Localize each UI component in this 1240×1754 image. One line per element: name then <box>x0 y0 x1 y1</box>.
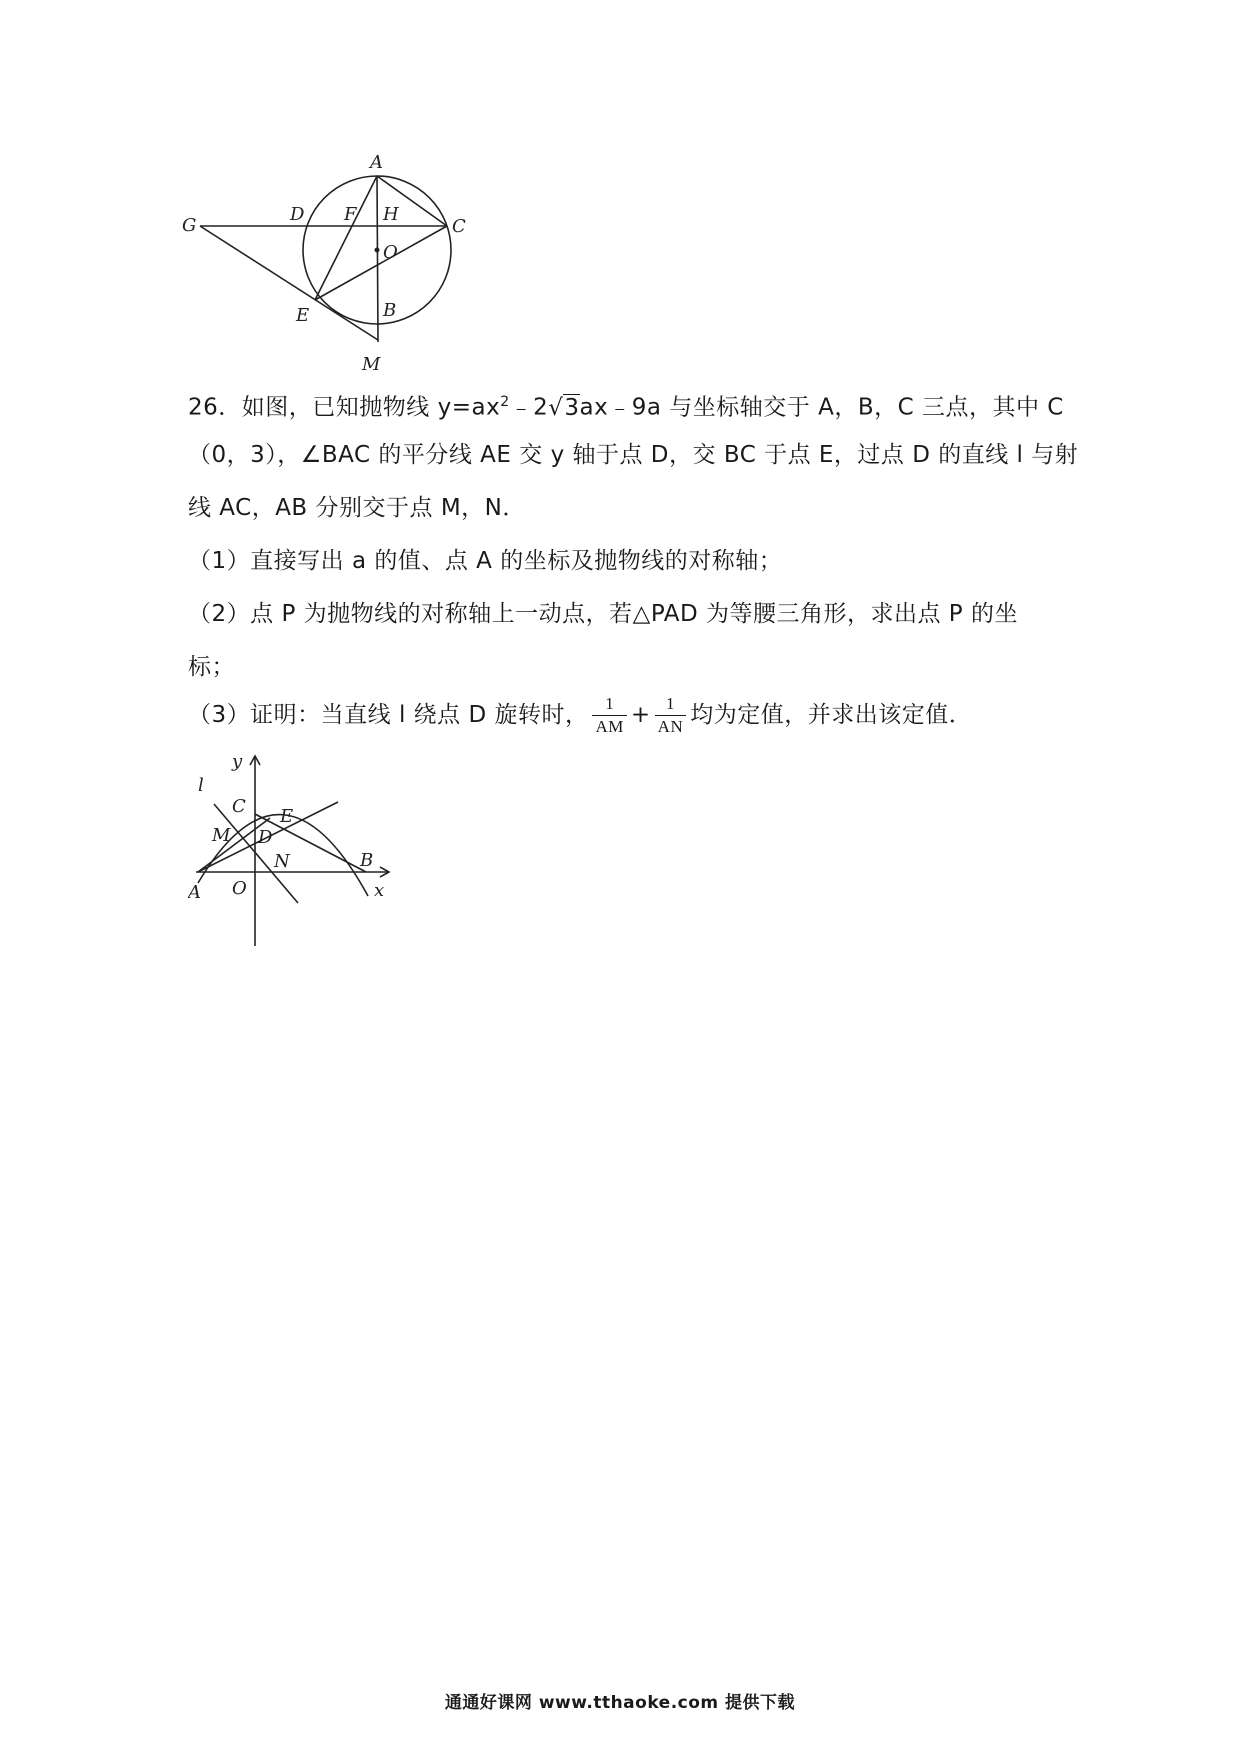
plus-sign: + <box>630 702 651 728</box>
sqrt-icon: √ <box>548 394 564 421</box>
label-m: M <box>212 825 231 846</box>
problem-number: 26． <box>188 394 242 421</box>
sqrt-radicand: 3 <box>564 394 580 421</box>
label-b: B <box>383 300 397 321</box>
label-f: F <box>344 204 357 225</box>
circle-figure <box>180 148 500 378</box>
label-d: D <box>258 827 273 848</box>
problem-line-1 <box>188 384 1068 426</box>
label-y: y <box>232 751 243 772</box>
label-a: A <box>370 152 383 173</box>
question-1: （1）直接写出 a 的值、点 A 的坐标及抛物线的对称轴； <box>188 548 783 574</box>
problem-line-3: 线 AC，AB 分别交于点 M，N． <box>188 495 526 521</box>
stem-part-c: ax﹣9a 与坐标轴交于 A，B，C 三点，其中 C <box>579 394 1064 421</box>
line-gm <box>200 226 378 340</box>
frac2-denominator: AN <box>657 717 684 736</box>
frac1-numerator: 1 <box>592 695 626 716</box>
label-o: O <box>232 878 247 899</box>
question-2-line-1: （2）点 P 为抛物线的对称轴上一动点，若△PAD 为等腰三角形，求出点 P 的坐 <box>188 601 1018 627</box>
line-ab <box>377 176 378 342</box>
label-x: x <box>374 880 385 901</box>
stem-part-b: ﹣2 <box>509 394 549 421</box>
line-ae <box>315 176 377 300</box>
circle-figure-svg <box>180 148 500 378</box>
question-2-line-2: 标； <box>188 654 235 680</box>
sqrt-3 <box>548 390 579 426</box>
footer-text: 通通好课网 www.tthaoke.com 提供下载 <box>444 1693 796 1713</box>
label-c: C <box>232 796 246 817</box>
parabola-figure <box>188 748 398 948</box>
label-e: E <box>296 305 310 326</box>
problem-line-2: （0，3），∠BAC 的平分线 AE 交 y 轴于点 D，交 BC 于点 E，过点 D 的直线 l 与射 <box>188 442 1079 468</box>
fraction-1-over-am <box>592 695 626 736</box>
exponent-2: 2 <box>500 394 510 410</box>
line-ec <box>315 226 447 300</box>
label-a: A <box>188 882 201 903</box>
label-c: C <box>452 216 466 237</box>
label-d: D <box>290 204 305 225</box>
label-o: O <box>383 242 398 263</box>
label-l: l <box>198 775 204 796</box>
frac2-numerator: 1 <box>655 695 687 716</box>
stem-part-a: 如图，已知抛物线 y=ax <box>241 394 501 421</box>
label-h: H <box>383 204 399 225</box>
label-n: N <box>274 851 290 872</box>
label-m: M <box>362 354 381 375</box>
label-b: B <box>360 850 374 871</box>
frac1-denominator: AM <box>595 717 624 736</box>
fraction-1-over-an <box>655 695 687 736</box>
q3-suffix: 均为定值，并求出该定值． <box>690 702 973 728</box>
question-3 <box>188 690 1068 740</box>
label-g: G <box>182 215 197 236</box>
label-e: E <box>280 806 294 827</box>
q3-prefix: （3）证明：当直线 l 绕点 D 旋转时， <box>188 702 589 728</box>
parabola-figure-svg <box>188 748 398 948</box>
center-dot <box>375 248 380 253</box>
